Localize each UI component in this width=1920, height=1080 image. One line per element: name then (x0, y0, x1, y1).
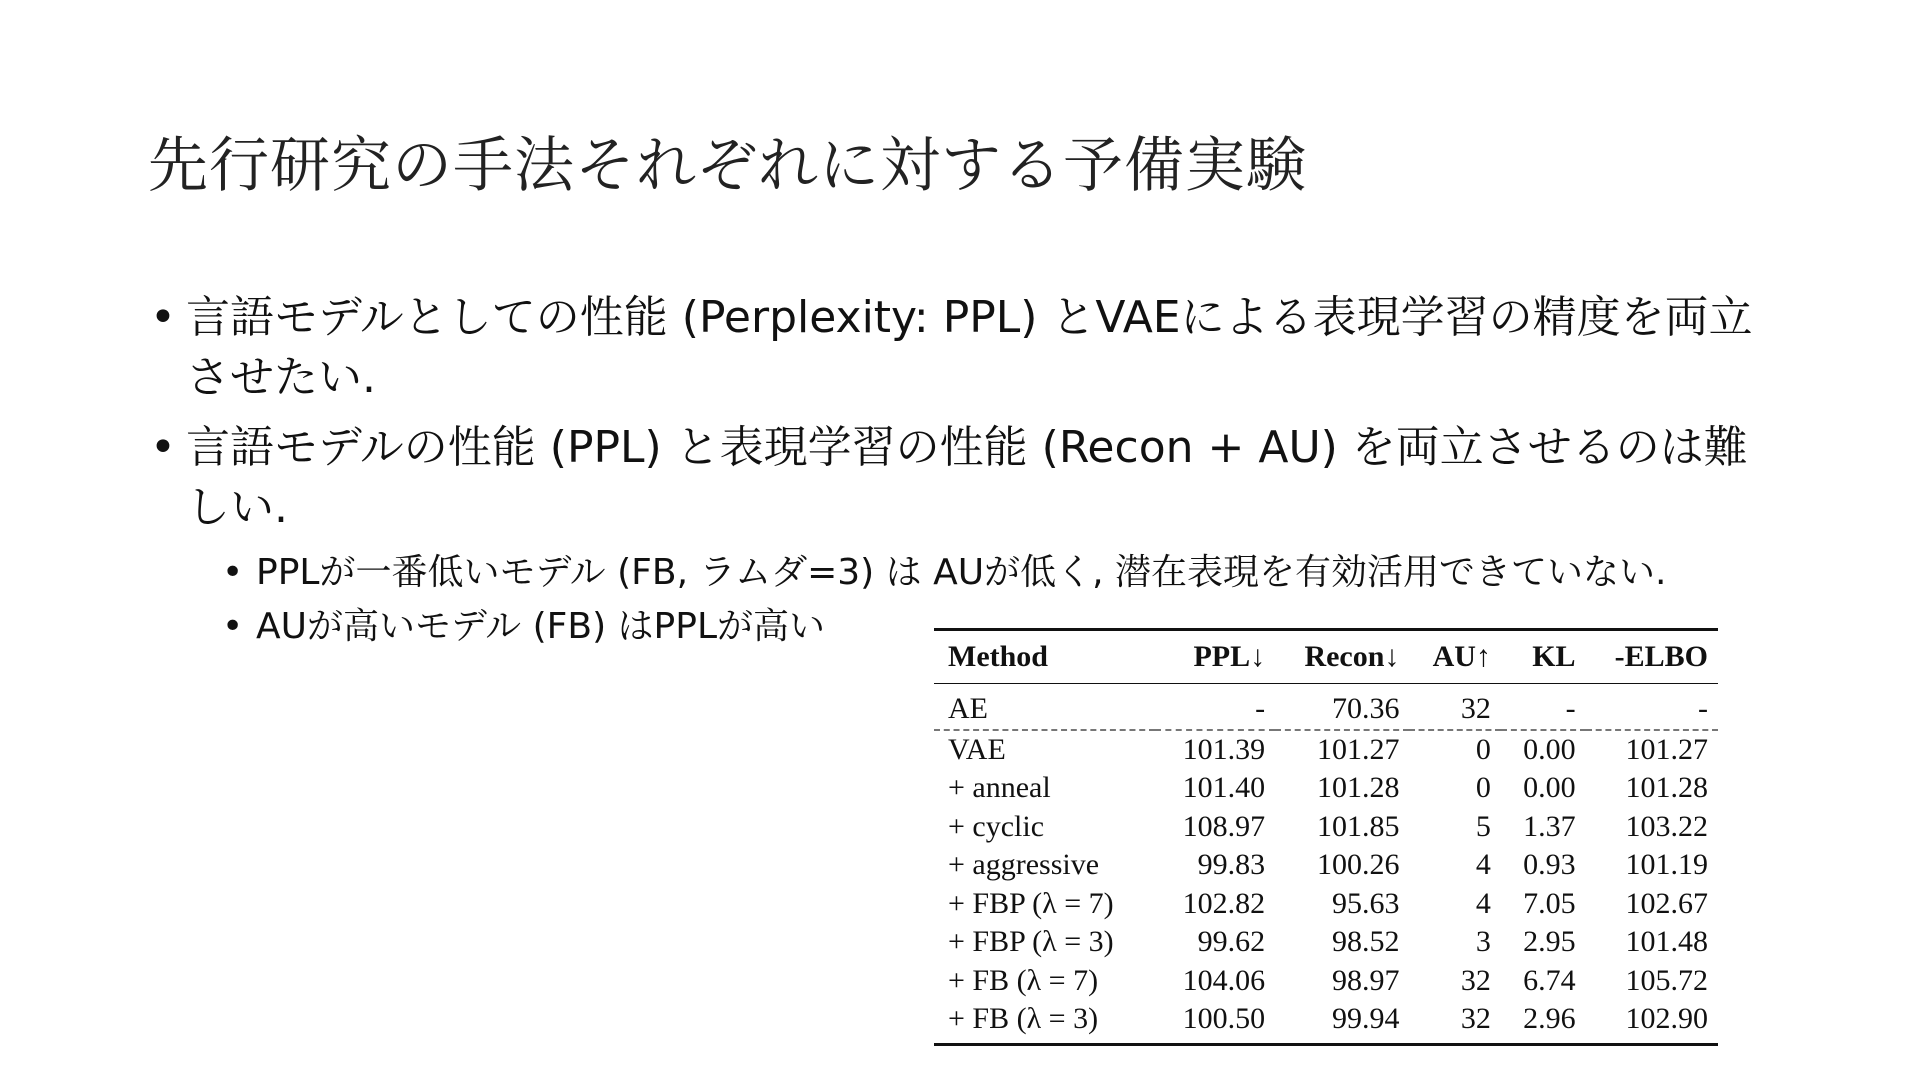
cell-elbo: - (1586, 684, 1718, 730)
cell-recon: 98.97 (1331, 963, 1400, 997)
cell-au: 32 (1409, 684, 1500, 730)
table-row (934, 923, 1718, 962)
results-table-container (934, 628, 1718, 1046)
table-row (934, 962, 1718, 1001)
cell-method: + FB (λ = 3) (934, 1000, 1155, 1044)
cell-elbo: 103.22 (1625, 809, 1708, 843)
header-au: AU↑ (1432, 640, 1491, 673)
cell-au: 0 (1475, 771, 1491, 805)
cell-recon: 101.27 (1316, 732, 1400, 766)
cell-kl: 6.74 (1523, 963, 1576, 997)
slide-title: 先行研究の手法それぞれに対する予備実験 (148, 131, 1307, 201)
cell-kl: 1.37 (1523, 809, 1576, 843)
header-elbo: -ELBO (1614, 640, 1708, 673)
cell-kl: 0.00 (1523, 732, 1576, 766)
cell-au: 4 (1475, 848, 1491, 882)
bullet-item (150, 288, 1790, 408)
cell-elbo: 101.27 (1625, 732, 1708, 766)
table-row (934, 846, 1718, 885)
cell-method: VAE (948, 732, 1006, 766)
cell-ppl: 102.82 (1182, 886, 1266, 920)
cell-method: + FBP (λ = 3) (948, 925, 1114, 959)
bullet-text: 言語モデルの性能 (PPL) と表現学習の性能 (Recon + AU) を両立させるのは難しい. (186, 422, 1748, 533)
cell-recon: 101.85 (1316, 809, 1400, 843)
cell-ppl: 100.50 (1155, 1000, 1275, 1044)
cell-recon: 100.26 (1316, 848, 1400, 882)
cell-recon: 99.94 (1275, 1000, 1409, 1044)
table-row (934, 808, 1718, 847)
bullet-dot-icon: • (150, 422, 176, 473)
cell-elbo: 102.90 (1586, 1000, 1718, 1044)
cell-kl: 2.95 (1523, 925, 1576, 959)
table-row (934, 769, 1718, 808)
cell-au: 5 (1475, 809, 1491, 843)
table-row (934, 684, 1718, 730)
table-header-row (934, 630, 1718, 684)
sub-bullet-text: AUが高いモデル (FB) はPPLが高い (256, 606, 826, 647)
cell-ppl: 99.83 (1197, 848, 1266, 882)
cell-elbo: 101.48 (1625, 925, 1708, 959)
cell-au: 4 (1475, 886, 1491, 920)
cell-elbo: 105.72 (1625, 963, 1708, 997)
bullet-list (150, 288, 1790, 652)
cell-recon: 98.52 (1331, 925, 1400, 959)
header-method: Method (948, 640, 1048, 673)
cell-ppl: 101.40 (1182, 771, 1266, 805)
bullet-text: 言語モデルとしての性能 (Perplexity: PPL) とVAEによる表現学習の精度を両立させたい. (186, 292, 1753, 403)
cell-recon: 95.63 (1331, 886, 1400, 920)
cell-ppl: 104.06 (1182, 963, 1266, 997)
cell-kl: - (1501, 684, 1586, 730)
cell-method: AE (934, 684, 1155, 730)
cell-method: + FBP (λ = 7) (948, 886, 1114, 920)
bullet-dot-icon: • (150, 292, 176, 343)
sub-bullet-item (222, 548, 1790, 598)
cell-elbo: 101.28 (1625, 771, 1708, 805)
table-row (934, 730, 1718, 770)
cell-kl: 0.93 (1523, 848, 1576, 882)
cell-ppl: 99.62 (1197, 925, 1266, 959)
cell-au: 32 (1409, 1000, 1500, 1044)
bullet-dot-icon: • (222, 552, 244, 593)
cell-recon: 101.28 (1316, 771, 1400, 805)
header-recon: Recon↓ (1304, 640, 1400, 673)
cell-kl: 2.96 (1501, 1000, 1586, 1044)
sub-bullet-item (222, 602, 896, 652)
results-table (934, 628, 1718, 1046)
cell-au: 32 (1460, 963, 1491, 997)
bullet-dot-icon: • (222, 606, 244, 647)
cell-kl: 7.05 (1523, 886, 1576, 920)
table-row (934, 885, 1718, 924)
header-ppl: PPL↓ (1193, 640, 1266, 673)
cell-au: 0 (1475, 732, 1491, 766)
cell-method: + anneal (948, 771, 1051, 805)
cell-ppl: 101.39 (1182, 732, 1266, 766)
table-row (934, 1000, 1718, 1044)
cell-method: + aggressive (948, 848, 1100, 882)
bullet-item (150, 418, 1790, 538)
cell-au: 3 (1475, 925, 1491, 959)
sub-bullet-text: PPLが一番低いモデル (FB, ラムダ=3) は AUが低く, 潜在表現を有効活用できていない. (256, 552, 1667, 593)
cell-method: + FB (λ = 7) (948, 963, 1099, 997)
cell-method: + cyclic (948, 809, 1045, 843)
cell-elbo: 101.19 (1625, 848, 1708, 882)
cell-recon: 70.36 (1275, 684, 1409, 730)
cell-ppl: - (1155, 684, 1275, 730)
cell-elbo: 102.67 (1625, 886, 1708, 920)
cell-ppl: 108.97 (1182, 809, 1266, 843)
header-kl: KL (1532, 640, 1576, 673)
cell-kl: 0.00 (1523, 771, 1576, 805)
